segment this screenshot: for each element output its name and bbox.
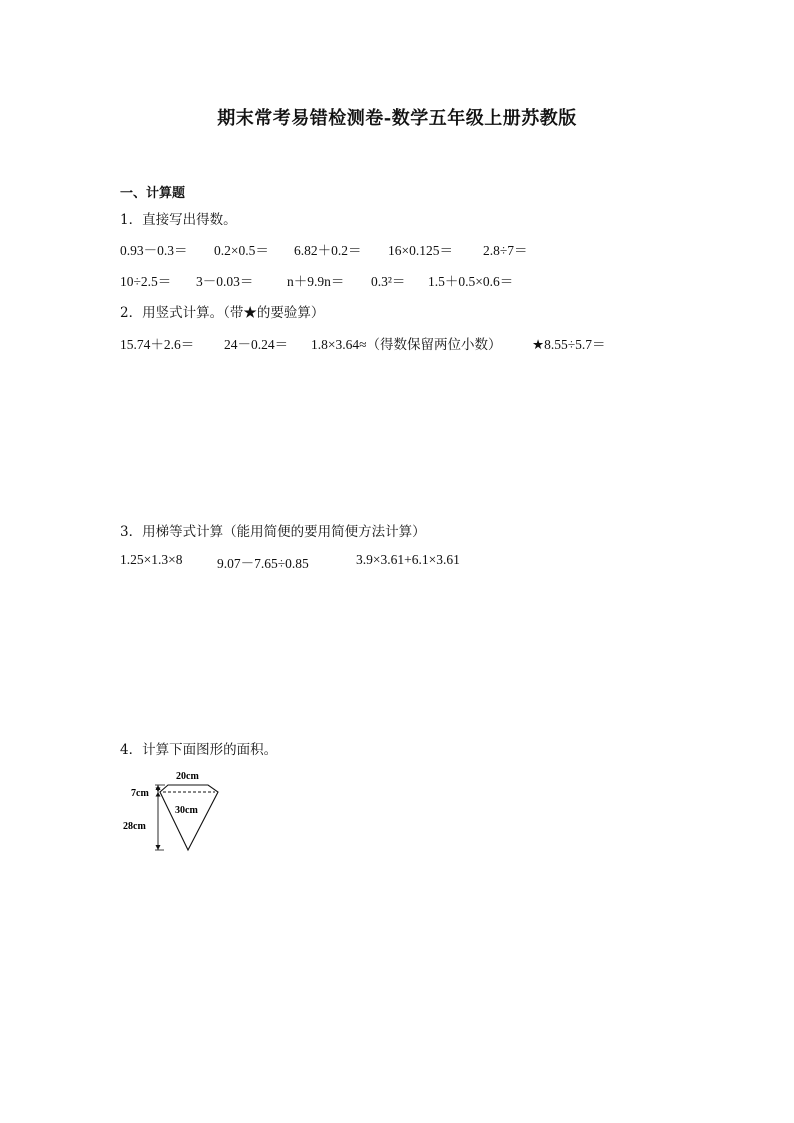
question-3-title: 3．用梯等式计算（能用简便的要用简便方法计算）	[120, 524, 426, 540]
composite-shape-figure	[118, 765, 238, 857]
q3-expression: 9.07－7.65÷0.85	[217, 556, 309, 571]
q1-expression: 2.8÷7＝	[483, 243, 528, 258]
question-1-title: 1．直接写出得数。	[120, 212, 237, 228]
q3-expression: 1.25×1.3×8	[120, 552, 183, 567]
q1-expression: 0.93－0.3＝	[120, 243, 188, 258]
q1-expression: 6.82＋0.2＝	[294, 243, 362, 258]
section-heading: 一、计算题	[120, 186, 186, 201]
q2-expression: 15.74＋2.6＝	[120, 337, 195, 352]
q1-expression: 10÷2.5＝	[120, 274, 172, 289]
page-title: 期末常考易错检测卷-数学五年级上册苏教版	[217, 108, 577, 129]
base-width-label: 30cm	[175, 805, 198, 816]
q3-expression: 3.9×3.61+6.1×3.61	[356, 552, 460, 567]
upper-height-label: 7cm	[131, 788, 149, 799]
q1-expression: n＋9.9n＝	[287, 274, 345, 289]
q1-expression: 16×0.125＝	[388, 243, 453, 258]
top-width-label: 20cm	[176, 771, 199, 782]
q1-expression: 0.2×0.5＝	[214, 243, 269, 258]
question-2-title: 2．用竖式计算。（带★的要验算）	[120, 305, 325, 321]
q2-expression: 1.8×3.64≈（得数保留两位小数）	[311, 337, 502, 352]
question-4-title: 4．计算下面图形的面积。	[120, 742, 278, 758]
q2-expression: ★8.55÷5.7＝	[532, 337, 606, 352]
arrow-down-icon	[156, 845, 161, 850]
q1-expression: 3－0.03＝	[196, 274, 254, 289]
figure-svg	[118, 765, 238, 857]
trapezoid-triangle-outline	[160, 785, 218, 850]
q1-expression: 1.5＋0.5×0.6＝	[428, 274, 514, 289]
q1-expression: 0.3²＝	[371, 274, 406, 289]
lower-height-label: 28cm	[123, 821, 146, 832]
q2-expression: 24－0.24＝	[224, 337, 289, 352]
